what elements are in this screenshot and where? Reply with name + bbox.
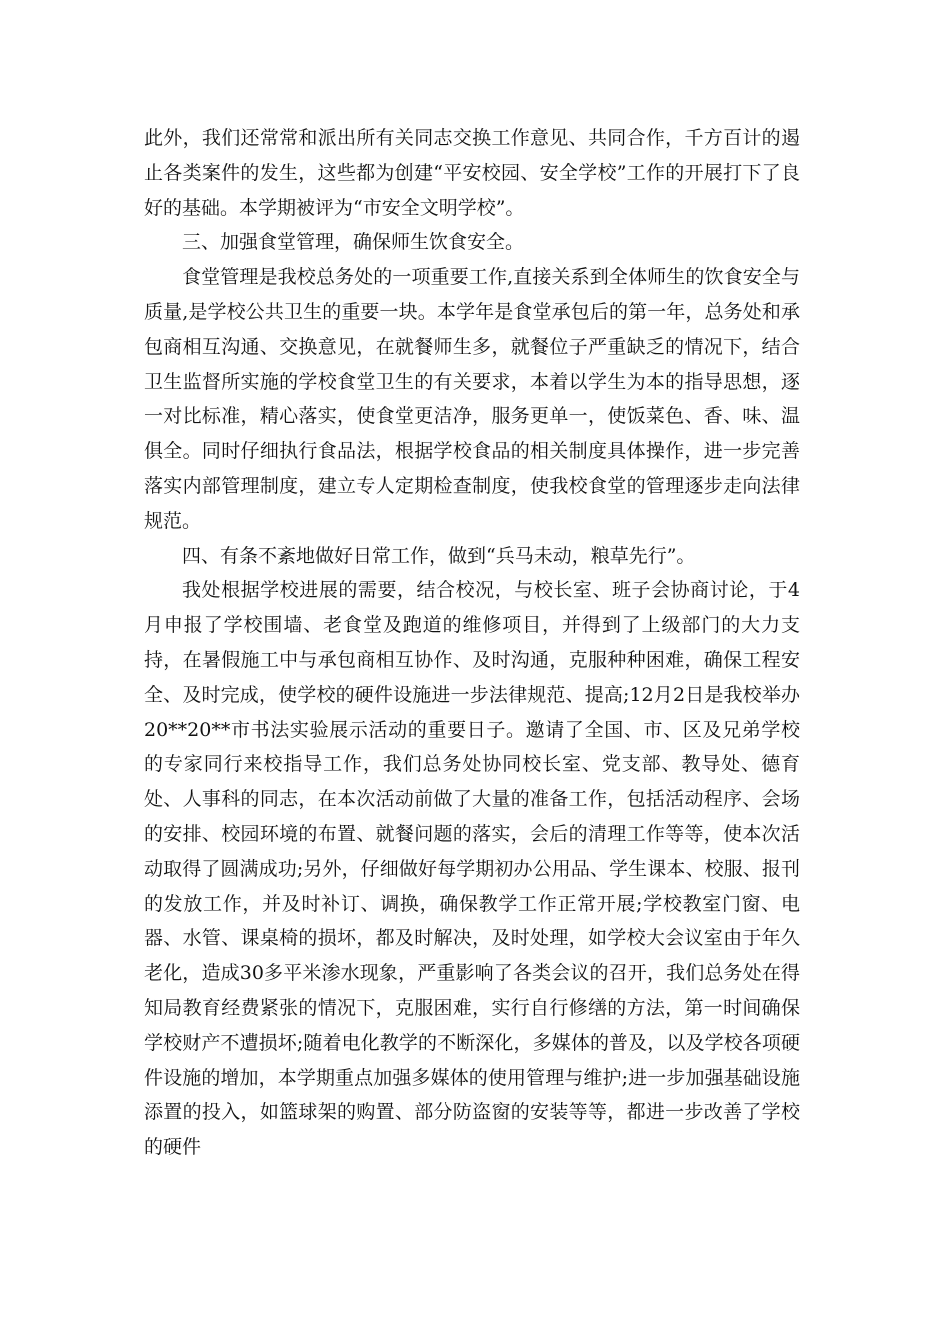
paragraph-daily-work: 我处根据学校进展的需要，结合校况，与校长室、班子会协商讨论，于4月申报了学校围墙、老食堂及跑道的维修项目，并得到了上级部门的大力支持，在暑假施工中与承包商相互协作、及时沟通，克服种种困难，确保工程安全、及时完成，使学校的硬件设施进一步法律规范、提高;12月2日是我校举办20**20**市书法实验展示活动的重要日子。邀请了全国、市、区及兄弟学校的专家同行来校指导工作，我们总务处协同校长室、党支部、教导处、德育处、人事科的同志，在本次活动前做了大量的准备工作，包括活动程序、会场的安排、校园环境的布置、就餐问题的落实，会后的清理工作等等，使本次活动取得了圆满成功;另外，仔细做好每学期初办公用品、学生课本、校服、报刊的发放工作，并及时补订、调换，确保教学工作正常开展;学校教室门窗、电器、水管、课桌椅的损坏，都及时解决，及时处理，如学校大会议室由于年久老化，造成30多平米渗水现象，严重影响了各类会议的召开，我们总务处在得知局教育经费紧张的情况下，克服困难，实行自行修缮的方法，第一时间确保学校财产不遭损坏;随着电化教学的不断深化，多媒体的普及，以及学校各项硬件设施的增加，本学期重点加强多媒体的使用管理与维护;进一步加强基础设施添置的投入，如篮球架的购置、部分防盗窗的安装等等，都进一步改善了学校的硬件 — [144, 579, 800, 1159]
paragraph-canteen-management: 食堂管理是我校总务处的一项重要工作,直接关系到全体师生的饮食安全与质量,是学校公共卫生的重要一块。本学年是食堂承包后的第一年，总务处和承包商相互沟通、交换意见，在就餐师生多，就餐位子严重缺乏的情况下，结合卫生监督所实施的学校食堂卫生的有关要求，本着以学生为本的指导思想，逐一对比标准，精心落实，使食堂更洁净，服务更单一，使饭菜色、香、味、温俱全。同时仔细执行食品法，根据学校食品的相关制度具体操作，进一步完善落实内部管理制度，建立专人定期检查制度，使我校食堂的管理逐步走向法律规范。 — [144, 266, 800, 532]
document-body — [144, 121, 800, 1165]
heading-canteen-management: 三、加强食堂管理，确保师生饮食安全。 — [182, 231, 525, 254]
heading-daily-work: 四、有条不紊地做好日常工作，做到“兵马未动，粮草先行”。 — [182, 544, 696, 567]
paragraph-safety-cooperation: 此外，我们还常常和派出所有关同志交换工作意见、共同合作，千方百计的遏止各类案件的发生，这些都为创建“平安校园、安全学校”工作的开展打下了良好的基础。本学期被评为“市安全文明学校”。 — [144, 127, 800, 219]
